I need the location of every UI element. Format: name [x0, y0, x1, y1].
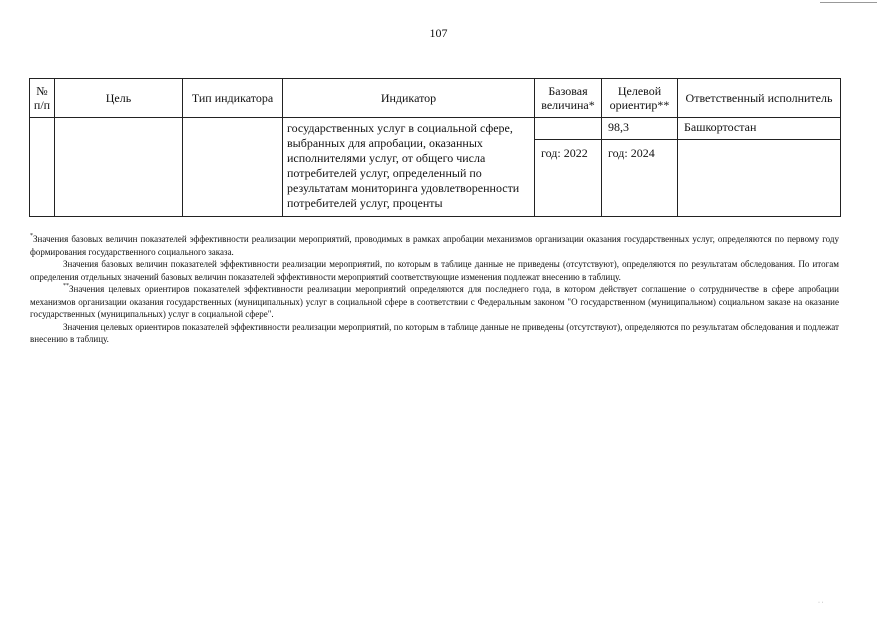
- indicators-table: [29, 78, 841, 217]
- table-row: [30, 118, 841, 217]
- header-goal: Цель: [55, 79, 183, 118]
- top-edge-rule: [820, 2, 877, 3]
- header-responsible: Ответственный исполнитель: [678, 79, 841, 118]
- base-value: [535, 118, 601, 140]
- header-indicator: Индикатор: [283, 79, 535, 118]
- indicator-text: государственных услуг в социальной сфере, выбранных для апробации, оказанных исполнителями услуг, от общего числа потребителей услуг, определенный по результатам мониторинга удовлетворенности потребителей услуг, проценты: [287, 121, 520, 210]
- cell-indicator: [283, 118, 535, 217]
- table-header-row: [30, 79, 841, 118]
- target-year: год: 2024: [608, 146, 655, 160]
- footnote-1: *Значения базовых величин показателей эффективности реализации мероприятий, проводимых в рамках апробации механизмов организации оказания государственных услуг, определяются по первому году формирования государственного социального заказа.: [30, 233, 839, 257]
- cell-num: [30, 118, 55, 217]
- footnote-3: **Значения целевых ориентиров показателей эффективности реализации мероприятий определяются для последнего года, в котором действует соглашение о сотрудничестве в сфере апробации механизмов организации оказания государственных (муниципальных) услуг в социальной сфере в соответствии с Федеральным законом "О государственном (муниципальном) социальном заказе на оказание государственных (муниципальных) услуг в социальной сфере".: [30, 283, 839, 319]
- header-base: Базовая величина*: [535, 79, 602, 118]
- target-value: 98,3: [602, 118, 677, 140]
- header-type: Тип индикатора: [183, 79, 283, 118]
- responsible-text: Башкортостан: [678, 118, 840, 140]
- cell-goal: [55, 118, 183, 217]
- footnote-2: Значения базовых величин показателей эффективности реализации мероприятий, по которым в таблице данные не приведены (отсутствуют), определяются по результатам обследования. По итогам определения отдельных значений базовых величин показателей эффективности мероприятий соответствующие изменения подлежат внесению в таблицу.: [30, 259, 839, 282]
- cell-base: [535, 118, 602, 217]
- cell-target: [602, 118, 678, 217]
- cell-responsible: [678, 118, 841, 217]
- cell-type: [183, 118, 283, 217]
- base-year: год: 2022: [541, 146, 588, 160]
- footnotes: [30, 233, 839, 346]
- page-number: 107: [429, 26, 448, 40]
- header-num: № п/п: [30, 79, 55, 118]
- header-target: Целевой ориентир**: [602, 79, 678, 118]
- scan-specks: · ·: [818, 600, 824, 606]
- footnote-4: Значения целевых ориентиров показателей эффективности реализации мероприятий, по которым в таблице данные не приведены (отсутствуют), определяются по результатам обследования и подлежат внесению в таблицу.: [30, 321, 839, 344]
- footnote-1-mark: *: [30, 233, 33, 239]
- footnote-3-mark: **: [63, 283, 69, 289]
